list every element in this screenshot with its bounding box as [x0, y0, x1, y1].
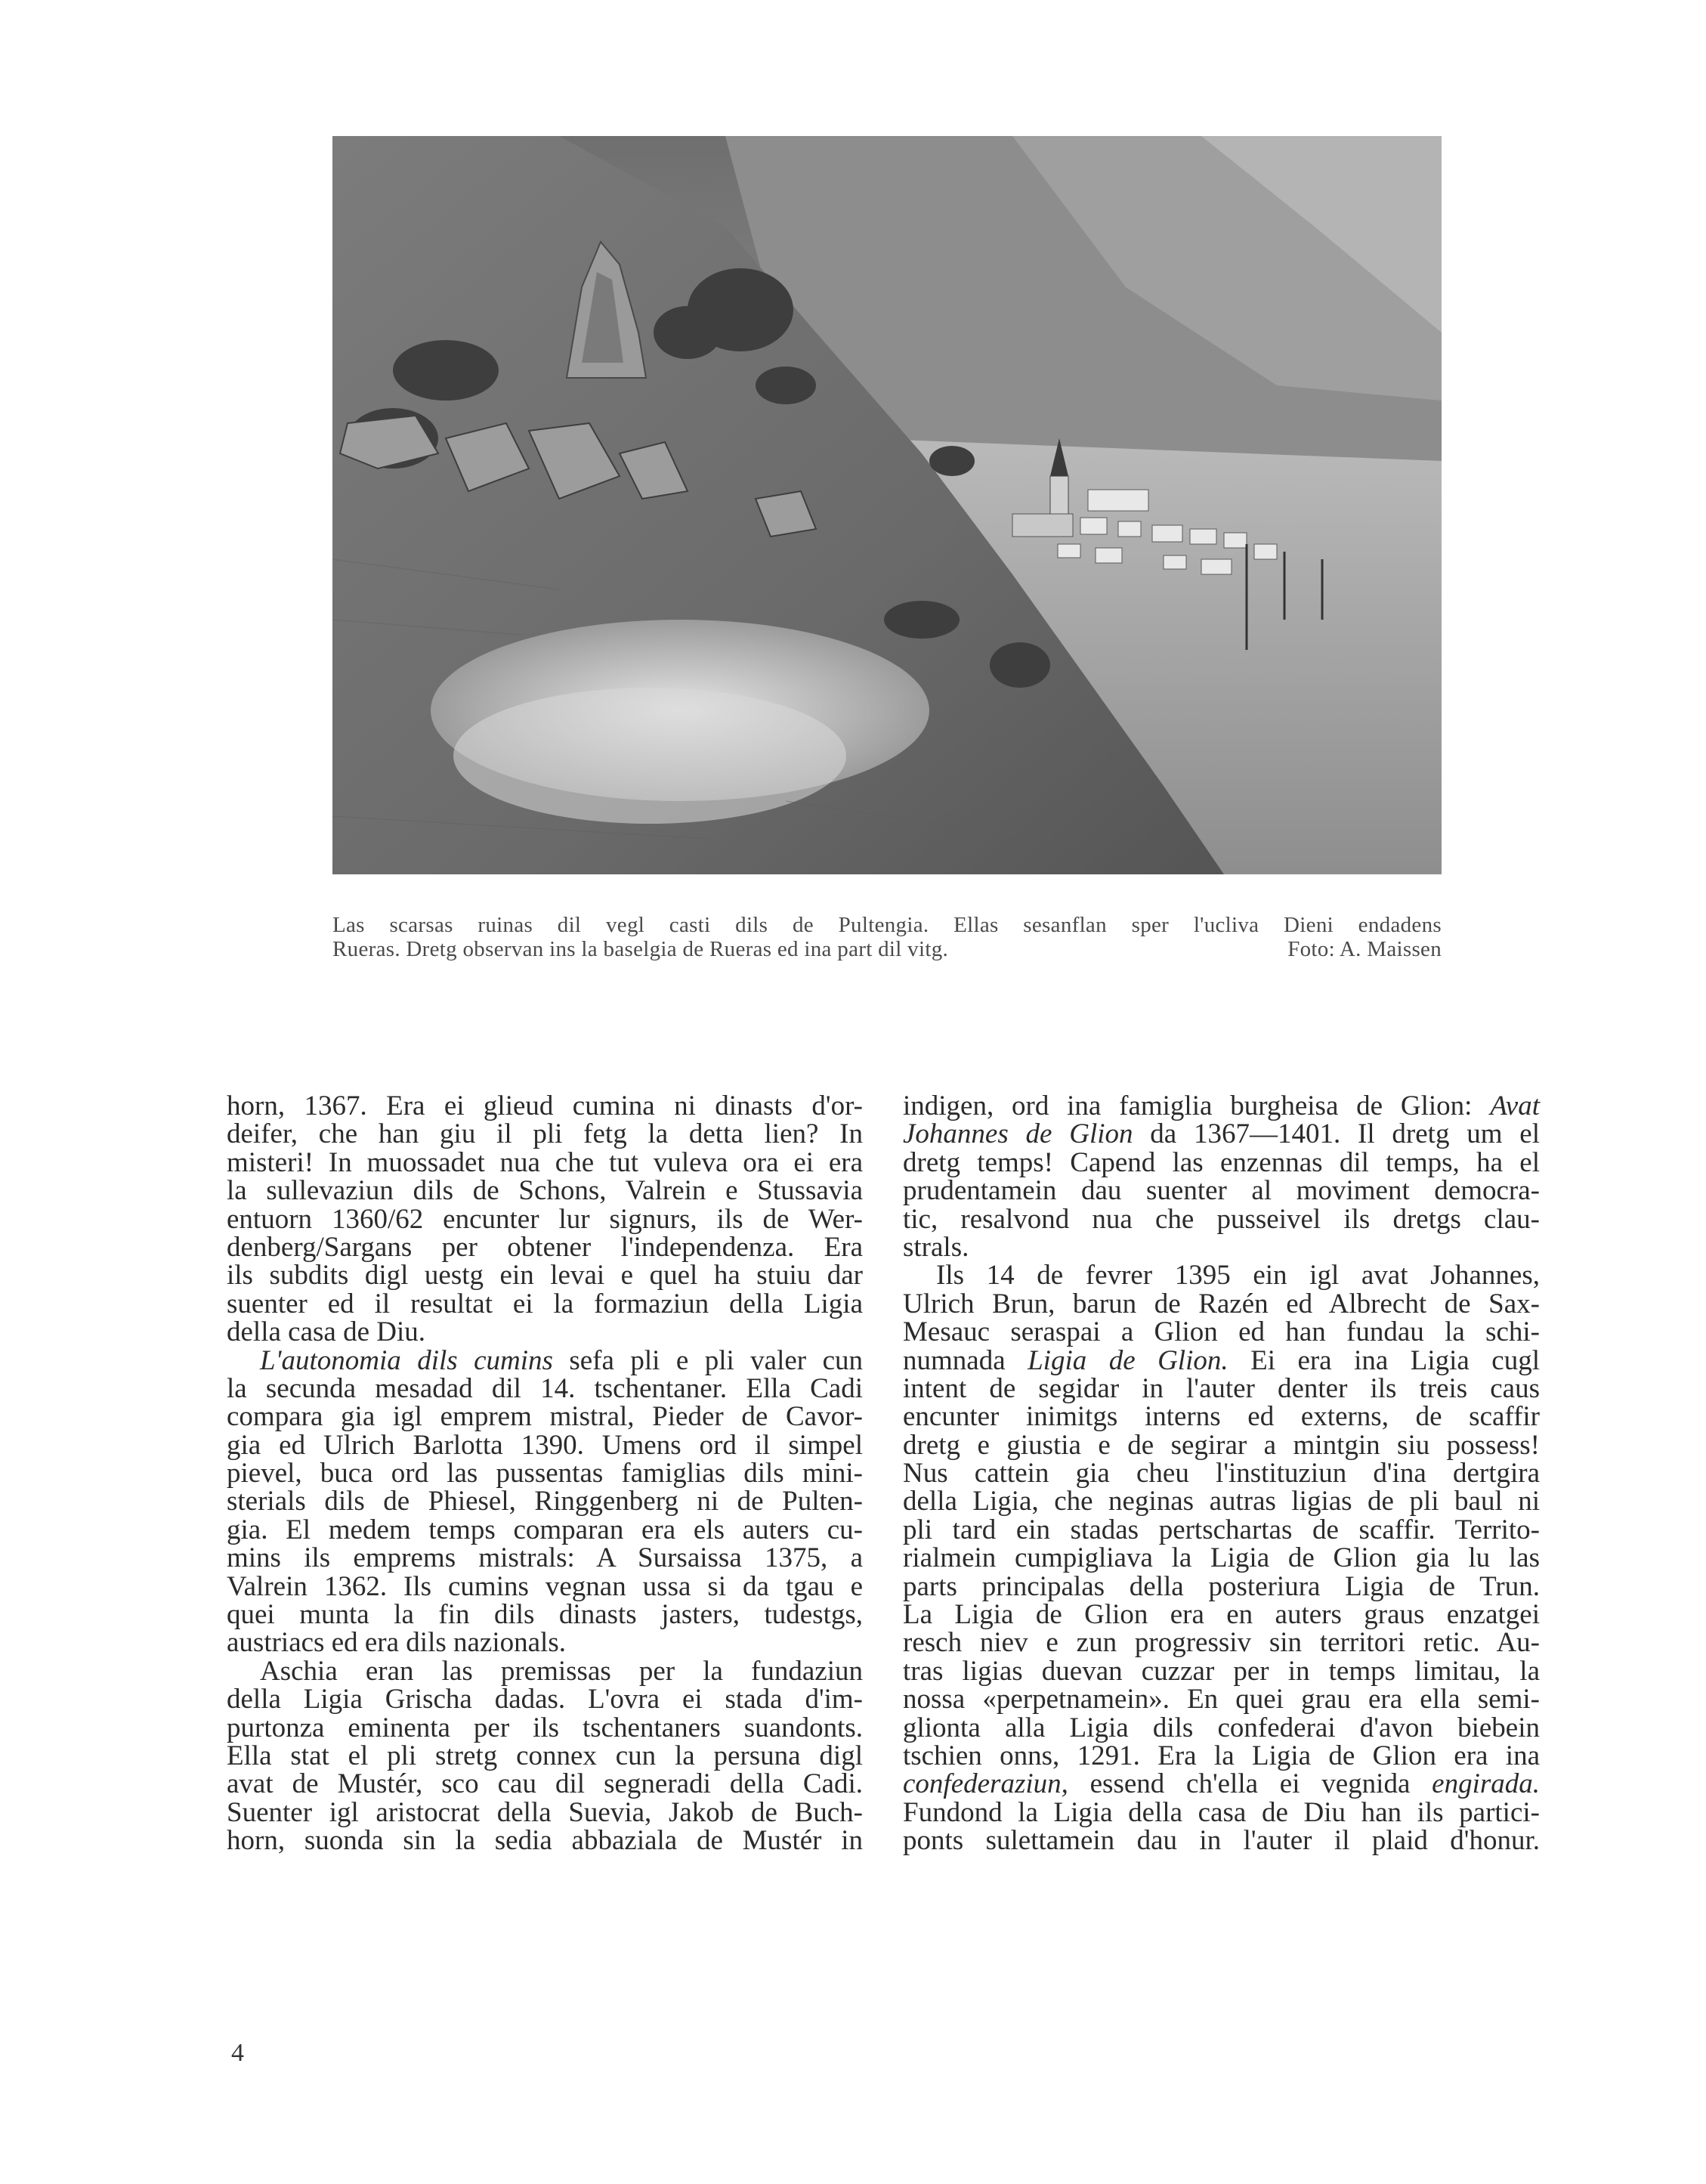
text-line — [903, 1431, 1540, 1459]
line-text: entuorn 1360/62 encunter lur signurs, ils de Wer- — [227, 1203, 863, 1235]
line-text: quei munta la fin dils dinasts jasters, tudestgs, — [227, 1599, 863, 1631]
photo-caption — [332, 913, 1442, 961]
line-text: Ei era ina Ligia cugl — [1228, 1344, 1540, 1376]
line-text: Ulrich Brun, barun de Razén ed Albrecht de Sax- — [903, 1288, 1540, 1319]
line-text: mins ils emprems mistrals: A Sursaissa 1375, a — [227, 1542, 863, 1574]
text-line — [227, 1290, 863, 1318]
italic-term: confederaziun, — [903, 1768, 1068, 1800]
line-text: tras ligias duevan cuzzar per in temps limitau, la — [903, 1655, 1540, 1687]
text-line — [227, 1205, 863, 1233]
line-text: horn, suonda sin la sedia abbaziala de Mustér in — [227, 1825, 863, 1857]
line-text: purtonza eminenta per ils tschentaners suandonts. — [227, 1712, 863, 1743]
text-line — [903, 1487, 1540, 1515]
line-text: resch niev e zun progressiv sin territori retic. Au- — [903, 1627, 1540, 1659]
line-text: ils subdits digl uestg ein levai e quel ha stuiu dar — [227, 1260, 863, 1292]
left-column — [227, 1092, 863, 1855]
text-line — [903, 1233, 1540, 1261]
text-line — [227, 1431, 863, 1459]
text-line — [227, 1544, 863, 1572]
text-line — [227, 1685, 863, 1713]
line-text: da 1367—1401. Il dretg um el — [1133, 1118, 1540, 1150]
caption-line-1: Las scarsas ruinas dil vegl casti dils de Pultengia. Ellas sesanflan sper l'ucliva Dieni endadens — [332, 913, 1442, 937]
line-text: Fundond la Ligia della casa de Diu han ils partici- — [903, 1796, 1540, 1828]
text-line — [903, 1344, 1540, 1376]
line-text: tschien onns, 1291. Era la Ligia de Glion era ina — [903, 1740, 1540, 1771]
line-text: Ils 14 de fevrer 1395 ein igl avat Johannes, — [936, 1260, 1540, 1292]
text-line — [903, 1290, 1540, 1318]
line-text: essend ch'ella ei vegnida — [1068, 1768, 1432, 1800]
text-line — [903, 1629, 1540, 1657]
line-text: deifer, che han giu il pli fetg la detta lien? In — [227, 1118, 863, 1150]
text-line — [903, 1318, 1540, 1346]
italic-term: L'autonomia dils cumins — [260, 1344, 553, 1376]
text-line — [227, 1146, 863, 1178]
line-text: avat de Mustér, sco cau dil segneradi della Cadi. — [227, 1768, 863, 1800]
photo-credit: Foto: A. Maissen — [1287, 937, 1442, 961]
mountain-village-photo-icon — [332, 136, 1442, 874]
line-text: prudentamein dau suenter al moviment democra- — [903, 1175, 1540, 1207]
text-line — [227, 1742, 863, 1770]
text-line — [227, 1318, 863, 1346]
text-line — [903, 1516, 1540, 1544]
italic-term: Ligia de Glion. — [1028, 1344, 1229, 1376]
text-line — [903, 1092, 1540, 1120]
line-text: parts principalas della posteriura Ligia de Trun. — [903, 1570, 1540, 1602]
line-text: glionta alla Ligia dils confederai d'avon biebein — [903, 1712, 1540, 1743]
text-line — [227, 1770, 863, 1798]
text-line — [227, 1344, 863, 1376]
text-line — [227, 1120, 863, 1148]
line-text: dretg temps! Capend las enzennas dil temps, ha el — [903, 1146, 1540, 1178]
line-text: Mesauc seraspai a Glion ed han fundau la schi- — [903, 1316, 1540, 1348]
text-line — [903, 1177, 1540, 1205]
line-text: pli tard ein stadas pertschartas de scaffir. Territo- — [903, 1514, 1540, 1545]
text-line — [903, 1742, 1540, 1770]
line-text: della Ligia, che neginas autras ligias de pli baul ni — [903, 1486, 1540, 1517]
line-text: encunter inimitgs interns ed externs, de scaffir — [903, 1401, 1540, 1433]
text-line — [227, 1629, 863, 1657]
photo-castle-ruins — [332, 136, 1442, 874]
line-text: gia. El medem temps comparan era els auters cu- — [227, 1514, 863, 1545]
line-text: numnada — [903, 1344, 1028, 1376]
line-text: indigen, ord ina famiglia burgheisa de Glion: — [903, 1090, 1491, 1121]
line-text: la sullevaziun dils de Schons, Valrein e Stussavia — [227, 1175, 863, 1207]
text-line — [903, 1796, 1540, 1828]
line-text: strals. — [903, 1231, 969, 1263]
text-line — [227, 1601, 863, 1629]
italic-term: engirada. — [1432, 1768, 1540, 1800]
line-text: sterials dils de Phiesel, Ringgenberg ni de Pulten- — [227, 1486, 863, 1517]
line-text: suenter ed il resultat ei la formaziun della Ligia — [227, 1288, 863, 1319]
line-text: intent de segidar in l'auter denter ils treis caus — [903, 1372, 1540, 1404]
text-line — [903, 1458, 1540, 1490]
line-text: La Ligia de Glion era en auters graus enzatgei — [903, 1599, 1540, 1631]
text-line — [903, 1146, 1540, 1178]
caption-line-2: Rueras. Dretg observan ins la baselgia de Rueras ed ina part dil vitg. — [332, 937, 949, 961]
text-line — [227, 1458, 863, 1490]
text-line — [903, 1403, 1540, 1431]
line-text: nossa «perpetnamein». En quei grau era ella semi- — [903, 1684, 1540, 1715]
line-text: Valrein 1362. Ils cumins vegnan ussa si da tgau e — [227, 1570, 863, 1602]
line-text: dretg e giustia e de segirar a mintgin siu possess! — [903, 1429, 1540, 1461]
text-line — [227, 1827, 863, 1855]
italic-term: Johannes de Glion — [903, 1118, 1133, 1150]
text-line — [227, 1796, 863, 1828]
line-text: ponts sulettamein dau in l'auter il plaid d'honur. — [903, 1825, 1540, 1857]
text-line — [903, 1205, 1540, 1233]
line-text: Suenter igl aristocrat della Suevia, Jakob de Buch- — [227, 1796, 863, 1828]
text-line — [227, 1092, 863, 1120]
text-line — [227, 1714, 863, 1742]
text-line — [227, 1657, 863, 1685]
line-text: Aschia eran las premissas per la fundaziun — [260, 1655, 863, 1687]
text-line — [903, 1714, 1540, 1742]
line-text: tic, resalvond nua che pusseivel ils dretgs clau- — [903, 1203, 1540, 1235]
line-text: horn, 1367. Era ei glieud cumina ni dinasts d'or- — [227, 1090, 863, 1121]
text-line — [227, 1233, 863, 1261]
line-text: della Ligia Grischa dadas. L'ovra ei stada d'im- — [227, 1684, 863, 1715]
text-line — [227, 1260, 863, 1292]
text-line — [227, 1372, 863, 1404]
text-line — [227, 1403, 863, 1431]
text-line — [227, 1177, 863, 1205]
text-line — [903, 1770, 1540, 1798]
text-line — [903, 1570, 1540, 1602]
line-text: Ella stat el pli stretg connex cun la persuna digl — [227, 1740, 863, 1771]
page-number: 4 — [231, 2039, 244, 2067]
line-text: compara gia igl emprem mistral, Pieder de Cavor- — [227, 1401, 863, 1433]
text-line — [903, 1657, 1540, 1685]
line-text: denberg/Sargans per obtener l'independenza. Era — [227, 1231, 863, 1263]
line-text: rialmein cumpigliava la Ligia de Glion gia lu las — [903, 1542, 1540, 1574]
line-text: la secunda mesadad dil 14. tschentaner. Ella Cadi — [227, 1372, 863, 1404]
line-text: della casa de Diu. — [227, 1316, 425, 1348]
line-text: Nus cattein gia cheu l'instituziun d'ina dertgira — [903, 1458, 1540, 1490]
italic-term: Avat — [1490, 1090, 1540, 1121]
line-text: sefa pli e pli valer cun — [552, 1344, 863, 1376]
text-line — [227, 1487, 863, 1515]
text-line — [227, 1570, 863, 1602]
text-line — [903, 1120, 1540, 1148]
text-line — [903, 1544, 1540, 1572]
text-line — [903, 1372, 1540, 1404]
line-text: misteri! In muossadet nua che tut vuleva ora ei era — [227, 1146, 863, 1178]
line-text: gia ed Ulrich Barlotta 1390. Umens ord il simpel — [227, 1429, 863, 1461]
text-line — [903, 1260, 1540, 1292]
text-line — [903, 1685, 1540, 1713]
text-line — [903, 1827, 1540, 1855]
text-line — [227, 1516, 863, 1544]
right-column — [903, 1092, 1540, 1855]
text-line — [903, 1601, 1540, 1629]
line-text: austriacs ed era dils nazionals. — [227, 1627, 566, 1659]
line-text: pievel, buca ord las pussentas famiglias dils mini- — [227, 1458, 863, 1490]
